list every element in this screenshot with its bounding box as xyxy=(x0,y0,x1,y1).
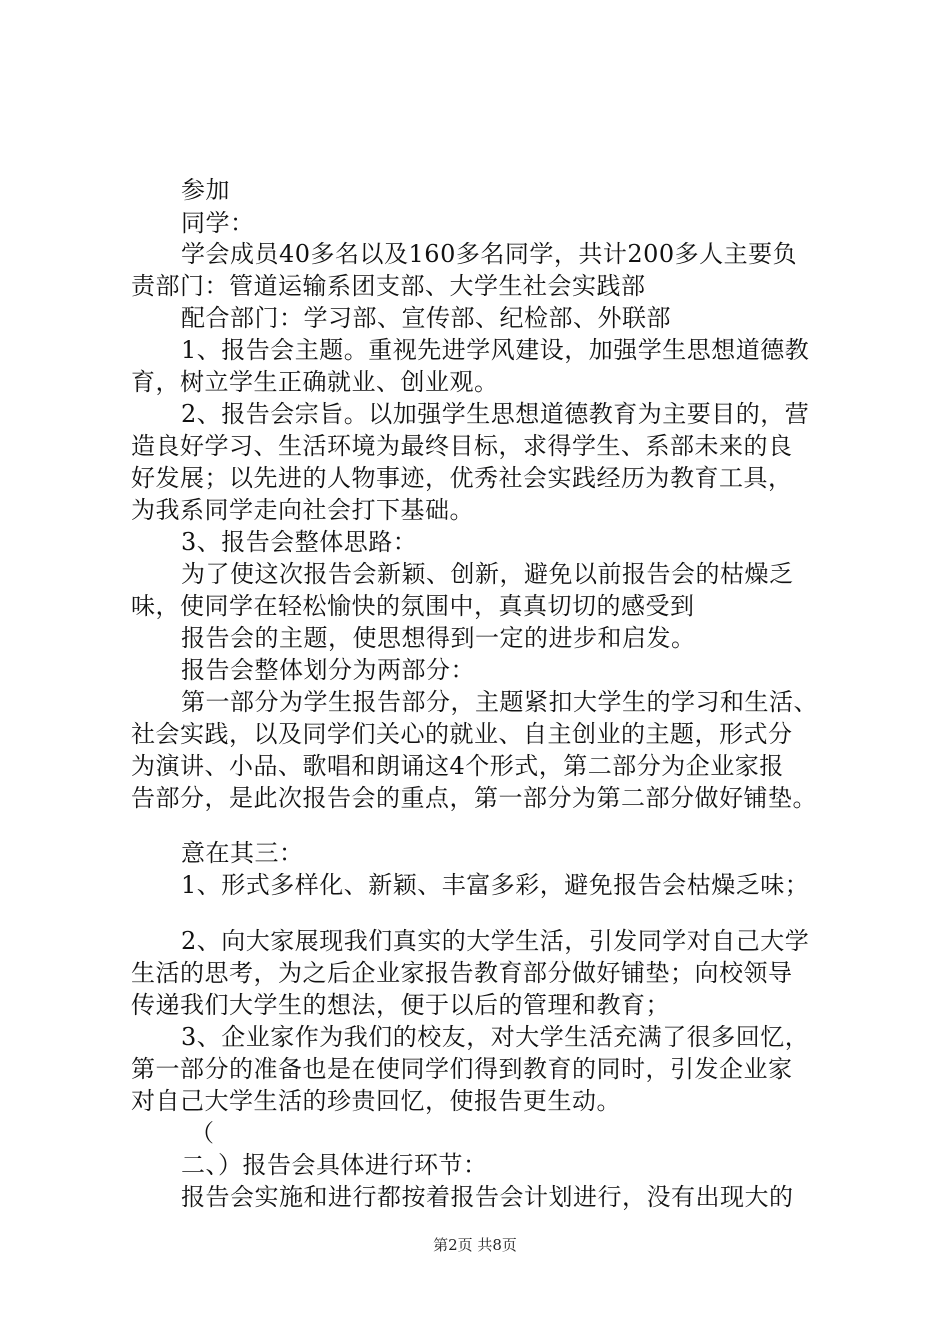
text-line: 1、报告会主题。重视先进学风建设，加强学生思想道德教 xyxy=(181,336,810,364)
text-line: 生活的思考，为之后企业家报告教育部分做好铺垫；向校领导 xyxy=(131,959,793,987)
text-line: 报告会实施和进行都按着报告会计划进行，没有出现大的 xyxy=(181,1183,794,1211)
text-line: 造良好学习、生活环境为最终目标，求得学生、系部未来的良 xyxy=(131,432,793,460)
text-line: 报告会整体划分为两部分： xyxy=(181,656,475,684)
text-line: 告部分，是此次报告会的重点，第一部分为第二部分做好铺垫。 xyxy=(131,784,817,812)
text-line: 为我系同学走向社会打下基础。 xyxy=(131,496,474,524)
text-line: 配合部门：学习部、宣传部、纪检部、外联部 xyxy=(181,304,671,332)
text-line: 1、形式多样化、新颖、丰富多彩，避免报告会枯燥乏味； xyxy=(181,871,810,899)
text-line: 社会实践，以及同学们关心的就业、自主创业的主题，形式分 xyxy=(131,720,793,748)
text-line: 为了使这次报告会新颖、创新，避免以前报告会的枯燥乏 xyxy=(181,560,794,588)
text-line: 好发展；以先进的人物事迹，优秀社会实践经历为教育工具， xyxy=(131,464,793,492)
text-line: 第一部分的准备也是在使同学们得到教育的同时，引发企业家 xyxy=(131,1055,793,1083)
text-line: 同学： xyxy=(181,209,255,237)
page-footer: 第2页 共8页 xyxy=(433,1236,517,1254)
text-line: 对自己大学生活的珍贵回忆，使报告更生动。 xyxy=(131,1087,621,1115)
text-line: 责部门：管道运输系团支部、大学生社会实践部 xyxy=(131,272,646,300)
text-line: 味，使同学在轻松愉快的氛围中，真真切切的感受到 xyxy=(131,592,695,620)
text-line: 2、向大家展现我们真实的大学生活，引发同学对自己大学 xyxy=(181,927,810,955)
text-line: 第一部分为学生报告部分，主题紧扣大学生的学习和生活、 xyxy=(181,688,818,716)
text-line: 报告会的主题，使思想得到一定的进步和启发。 xyxy=(181,624,696,652)
text-line: 3、报告会整体思路： xyxy=(181,528,418,556)
text-line: 意在其三： xyxy=(181,839,304,867)
text-line: 3、企业家作为我们的校友，对大学生活充满了很多回忆， xyxy=(181,1023,810,1051)
text-line: 2、报告会宗旨。以加强学生思想道德教育为主要目的，营 xyxy=(181,400,810,428)
text-line: 传递我们大学生的想法，便于以后的管理和教育； xyxy=(131,991,670,1019)
text-line: （ xyxy=(190,1119,215,1147)
text-line: 为演讲、小品、歌唱和朗诵这4个形式，第二部分为企业家报 xyxy=(131,752,784,780)
text-line: 学会成员40多名以及160多名同学，共计200多人主要负 xyxy=(181,240,798,268)
text-line: 参加 xyxy=(181,176,230,204)
text-line: 二、）报告会具体进行环节： xyxy=(181,1151,488,1179)
text-line: 育，树立学生正确就业、创业观。 xyxy=(131,368,499,396)
